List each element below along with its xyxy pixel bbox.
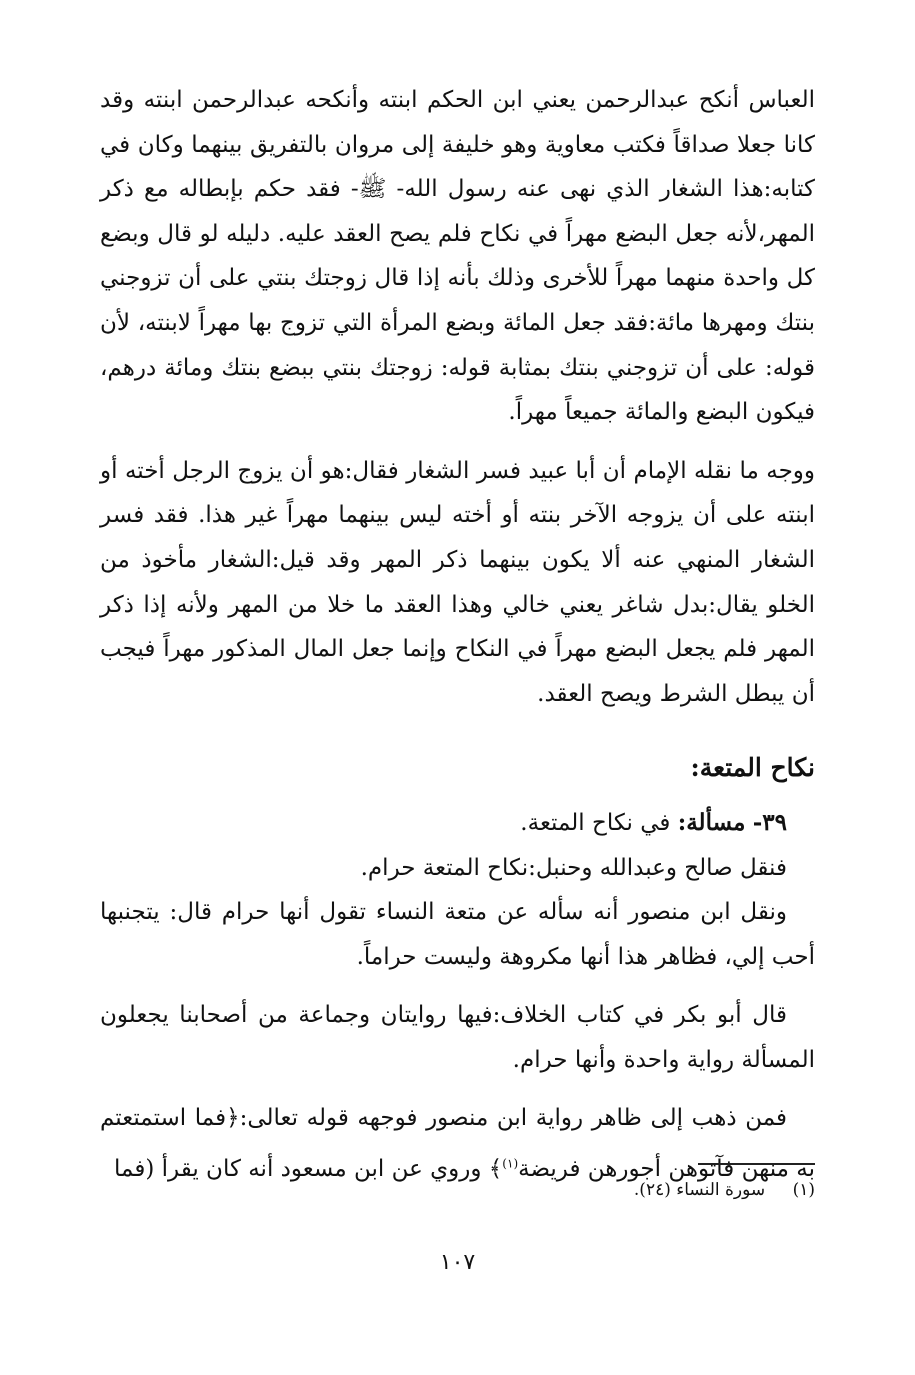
paragraph-ibn-mansur: فمن ذهب إلى ظاهر رواية ابن منصور فوجهه قوله تعالى:﴿فما استمتعتم به منهن فآتوهن أجورهن فريضة$^{(١)}$﴾ وروي عن ابن مسعود أنه كان يقرأ (فما xyxy=(100,1105,815,1182)
paragraph-shighar-2: ووجه ما نقله الإمام أن أبا عبيد فسر الشغار فقال:هو أن يزوج الرجل أخته أو ابنته على أن يزوجه الآخر بنته أو أخته ليس بينهما مهراً غير هذا. فقد فسر الشغار المنهي عنه ألا يكون بينهما ذكر المهر وقد قيل:الشغار مأخوذ من الخلو يقال:بدل شاغر يعني خالي وهذا العقد ما خلا من المهر ولأنه إذا ذكر المهر فلم يجعل البضع مهراً في النكاح وإنما جعل المال المذكور مهراً فيجب أن يبطل الشرط ويصح العقد. xyxy=(100,457,815,707)
footnote-number: (١) xyxy=(792,1180,815,1200)
issue-title xyxy=(100,801,815,846)
issue-number: ٣٩- xyxy=(752,808,787,836)
page-number: ١٠٧ xyxy=(439,1250,476,1275)
paragraph-shighar-1: العباس أنكح عبدالرحمن يعني ابن الحكم ابنته وأنكحه عبدالرحمن ابنته وقد كانا جعلا صداقاً فكتب معاوية وهو خليفة إلى مروان بالتفريق بينهما وكان في كتابه:هذا الشغار الذي نهى عنه رسول الله- ﷺ- فقد حكم بإبطاله مع ذكر المهر،لأنه جعل البضع مهراً في نكاح فلم يصح العقد عليه. دليله لو قال وبضع كل واحدة منهما مهراً للأخرى وذلك بأنه إذا قال زوجتك بنتي على أن تزوجني بنتك ومهرها مائة:فقد جعل المائة وبضع المرأة التي تزوج بها مهراً لابنته، لأن قوله: على أن تزوجني بنتك بمثابة قوله: زوجتك بنتي ببضع بنتك ومائة درهم، فيكون البضع والمائة جميعاً مهراً. xyxy=(100,87,815,426)
footnote-marker: (١) xyxy=(502,1156,519,1171)
issue-line-2: ونقل ابن منصور أنه سأله عن متعة النساء تقول أنها حرام قال: يتجنبها أحب إلي، فظاهر هذا أنها مكروهة وليست حراماً. xyxy=(100,899,815,970)
issue-line-1: فنقل صالح وعبدالله وحنبل:نكاح المتعة حرام. xyxy=(360,854,787,881)
issue-subject: في نكاح المتعة. xyxy=(520,809,671,836)
issue-label: مسألة: xyxy=(677,808,746,836)
paragraph-abu-bakr: قال أبو بكر في كتاب الخلاف:فيها روايتان وجماعة من أصحابنا يجعلون المسألة رواية واحدة وأنها حرام. xyxy=(100,1002,815,1073)
footnote-divider xyxy=(698,1163,815,1165)
section-heading: نكاح المتعة: xyxy=(690,753,815,783)
footnote-text: سورة النساء (٢٤). xyxy=(633,1180,766,1200)
page-body xyxy=(100,78,815,1191)
footnote xyxy=(634,1178,815,1202)
